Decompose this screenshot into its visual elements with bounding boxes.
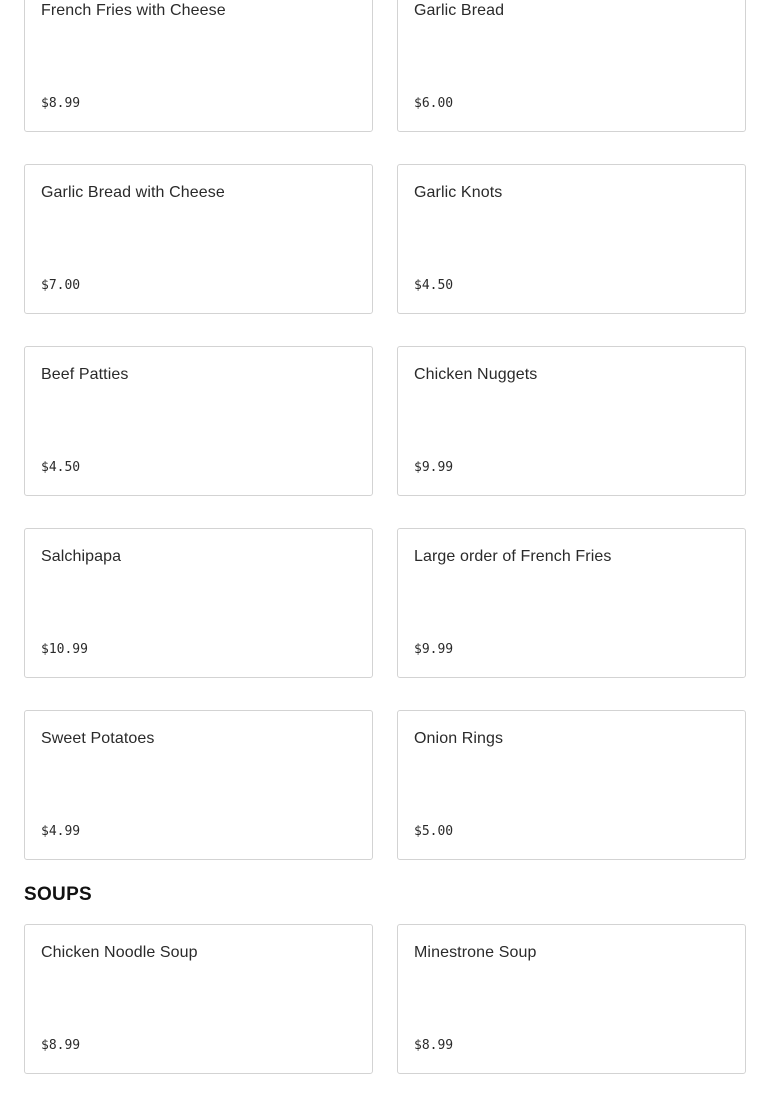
section-title-soups: SOUPS bbox=[24, 884, 93, 905]
menu-item-price: $4.50 bbox=[414, 278, 454, 293]
menu-item-price: $9.99 bbox=[414, 642, 454, 657]
menu-item-name: Chicken Nuggets bbox=[414, 366, 538, 383]
menu-item-name: Onion Rings bbox=[414, 730, 504, 747]
menu-item-card[interactable] bbox=[24, 346, 373, 496]
menu-item-price: $7.00 bbox=[41, 278, 81, 293]
menu-item-card[interactable] bbox=[397, 710, 746, 860]
menu-item-card[interactable] bbox=[24, 924, 373, 1074]
menu-item-name: Garlic Bread with Cheese bbox=[41, 184, 225, 201]
menu-item-price: $10.99 bbox=[41, 642, 88, 657]
menu-item-name: Minestrone Soup bbox=[414, 944, 537, 961]
menu-item-card[interactable] bbox=[24, 0, 373, 132]
menu-item-card[interactable] bbox=[24, 710, 373, 860]
menu-item-price: $4.99 bbox=[41, 824, 81, 839]
soups-menu-grid bbox=[24, 924, 746, 1074]
menu-item-price: $5.00 bbox=[414, 824, 454, 839]
menu-item-card[interactable] bbox=[24, 528, 373, 678]
menu-item-price: $8.99 bbox=[41, 1038, 81, 1053]
menu-item-name: Garlic Bread bbox=[414, 2, 505, 19]
menu-item-price: $4.50 bbox=[41, 460, 81, 475]
menu-item-price: $8.99 bbox=[41, 96, 81, 111]
menu-item-card[interactable] bbox=[397, 346, 746, 496]
menu-item-name: French Fries with Cheese bbox=[41, 2, 226, 19]
menu-item-card[interactable] bbox=[397, 924, 746, 1074]
sides-menu-grid bbox=[24, 0, 746, 860]
menu-item-price: $9.99 bbox=[414, 460, 454, 475]
menu-item-price: $8.99 bbox=[414, 1038, 454, 1053]
menu-item-name: Chicken Noodle Soup bbox=[41, 944, 198, 961]
menu-item-name: Salchipapa bbox=[41, 548, 122, 565]
menu-item-price: $6.00 bbox=[414, 96, 454, 111]
menu-item-card[interactable] bbox=[397, 0, 746, 132]
menu-item-card[interactable] bbox=[397, 528, 746, 678]
menu-item-name: Large order of French Fries bbox=[414, 548, 612, 565]
menu-item-name: Garlic Knots bbox=[414, 184, 503, 201]
menu-item-name: Beef Patties bbox=[41, 366, 129, 383]
menu-item-card[interactable] bbox=[397, 164, 746, 314]
menu-item-card[interactable] bbox=[24, 164, 373, 314]
menu-item-name: Sweet Potatoes bbox=[41, 730, 155, 747]
